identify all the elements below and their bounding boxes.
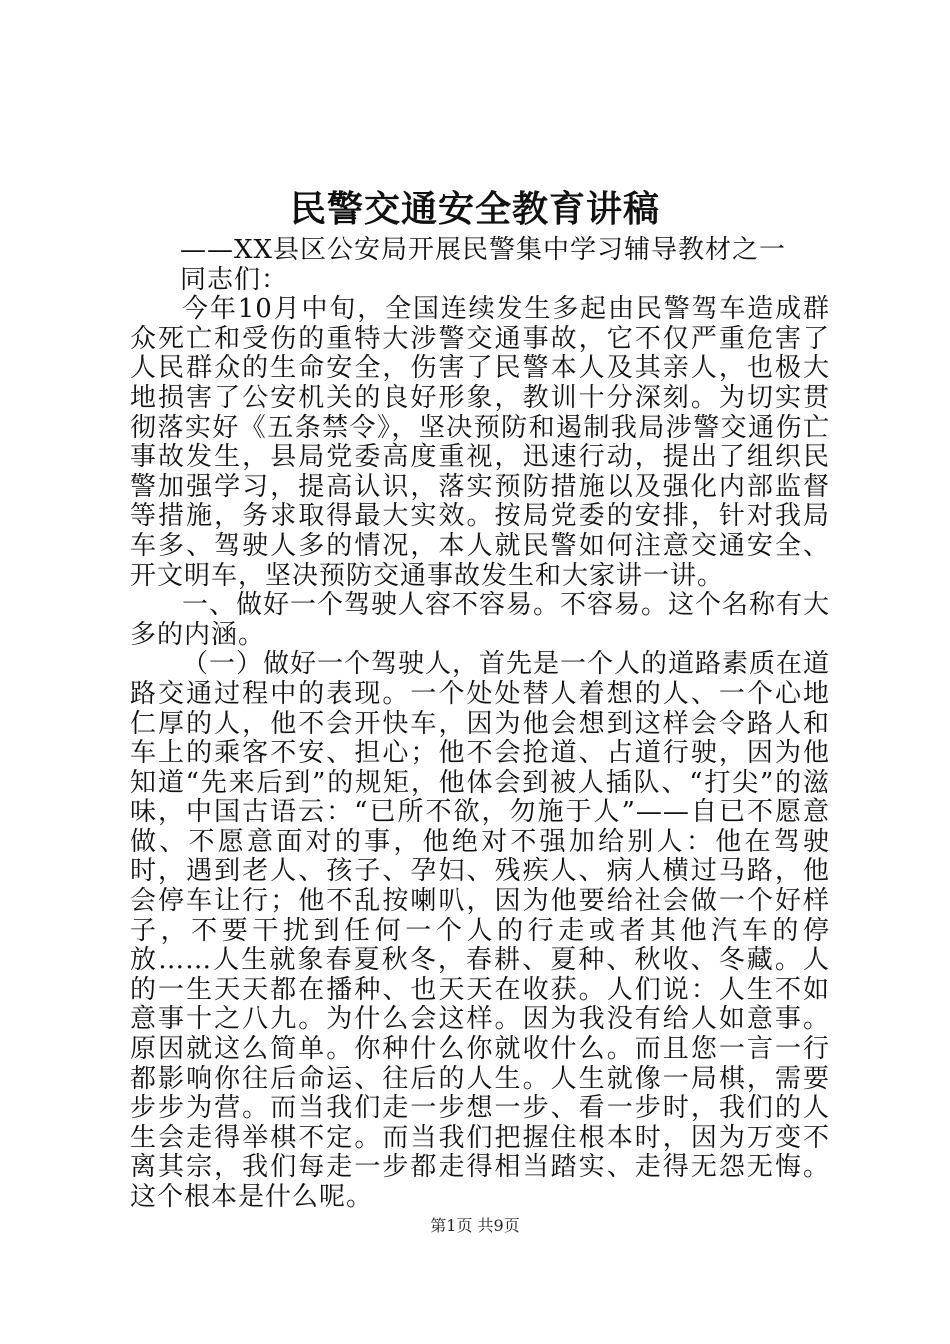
page-number: 第1页 共9页 <box>430 1216 520 1235</box>
paragraph-intro: 今年10月中旬，全国连续发生多起由民警驾车造成群众死亡和受伤的重特大涉警交通事故，它不仅严重危害了人民群众的生命安全，伤害了民警本人及其亲人，也极大地损害了公安机关的良好形象，教训十分深刻。为切实贯彻落实好《五条禁令》，坚决预防和遏制我局涉警交通伤亡事故发生，县局党委高度重视，迅速行动，提出了组织民警加强学习，提高认识，落实预防措施以及强化内部监督等措施，务求取得最大实效。按局党委的安排，针对我局车多、驾驶人多的情况，本人就民警如何注意交通安全、开文明车，坚决预防交通事故发生和大家讲一讲。 <box>130 294 830 591</box>
document-subtitle: ——XX县区公安局开展民警集中学习辅导教材之一 <box>180 235 787 265</box>
document-body <box>130 236 830 1213</box>
paragraph-section-1: 一、做好一个驾驶人容不容易。不容易。这个名称有大多的内涵。 <box>130 590 831 650</box>
paragraph-subsection-1: （一）做好一个驾驶人，首先是一个人的道路素质在道路交通过程中的表现。一个处处替人着想的人、一个心地仁厚的人，他不会开快车，因为他会想到这样会令路人和车上的乘客不安、担心；他不会抢道、占道行驶，因为他知道“先来后到”的规矩，他体会到被人插队、“打尖”的滋味，中国古语云：“已所不欲，勿施于人”——自已不愿意做、不愿意面对的事，他绝对不强加给别人：他在驾驶时，遇到老人、孩子、孕妇、残疾人、病人横过马路，他会停车让行；他不乱按喇叭，因为他要给社会做一个好样子，不要干扰到任何一个人的行走或者其他汽车的停放……人生就象春夏秋冬，春耕、夏种、秋收、冬藏。人的一生天天都在播种、也天天在收获。人们说：人生不如意事十之八九。为什么会这样。因为我没有给人如意事。原因就这么简单。你种什么你就收什么。而且您一言一行都影响你往后命运、往后的人生。人生就像一局棋，需要步步为营。而当我们走一步想一步、看一步时，我们的人生会走得举棋不定。而当我们把握住根本时，因为万变不离其宗，我们每走一步都走得相当踏实、走得无怨无悔。这个根本是什么呢。 <box>130 649 831 1212</box>
salutation: 同志们： <box>180 264 289 295</box>
document-title: 民警交通安全教育讲稿 <box>289 188 660 230</box>
